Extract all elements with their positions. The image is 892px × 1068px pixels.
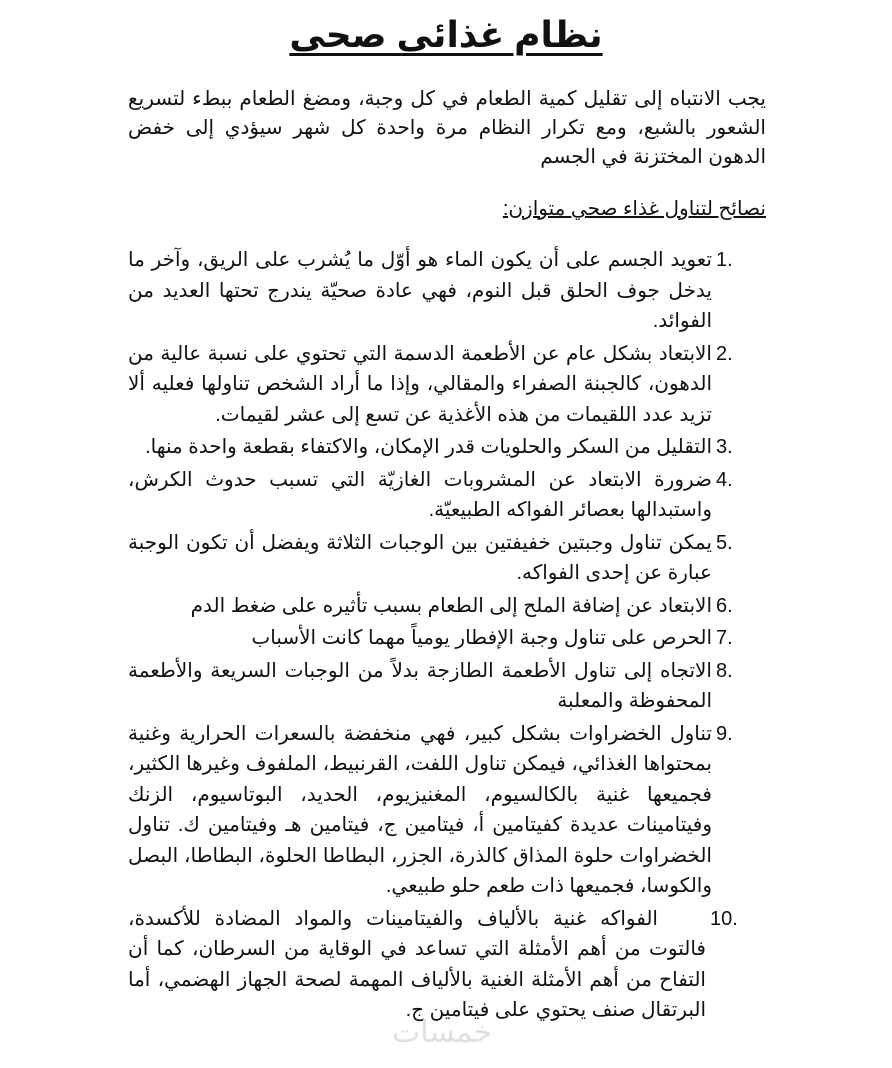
- tip-item-1: [128, 245, 746, 337]
- tip-text: تناول الخضراوات بشكل كبير، فهي منخفضة بالسعرات الحرارية وغنية بمحتواها الغذائي، فيمكن تناول اللفت، القرنبيط، الملفوف وغيرها الكثير، فجميعها غنية بالكالسيوم، المغنيزيوم، الحديد، البوتاسيوم، الزنك وفيتامينات عديدة كفيتامين أ، فيتامين ج، فيتامين هـ وفيتامين ك. تناول الخضراوات حلوة المذاق كالذرة، الجزر، البطاطا الحلوة، البطاطا، البصل والكوسا، فجميعها ذات طعم حلو طبيعي.: [128, 722, 712, 897]
- tip-number: 7.: [716, 627, 733, 649]
- tips-subheading: نصائح لتناول غذاء صحي متوازن:: [502, 198, 766, 220]
- watermark-logo: خمسات: [392, 1016, 493, 1049]
- tip-item-4: [128, 465, 746, 526]
- document-title: نظام غذائى صحى: [289, 14, 603, 55]
- tip-text: ضرورة الابتعاد عن المشروبات الغازيّة التي تسبب حدوث الكرش، واستبدالها بعصائر الفواكه الطبيعيّة.: [128, 468, 712, 521]
- tip-text: يمكن تناول وجبتين خفيفتين بين الوجبات الثلاثة ويفضل أن تكون الوجبة عبارة عن إحدى الفواكه.: [128, 531, 712, 584]
- tip-number: 5.: [716, 531, 733, 554]
- tip-number: 10.: [710, 907, 738, 930]
- tips-list: [128, 245, 746, 1028]
- tip-item-5: [128, 528, 746, 589]
- tip-number: 8.: [716, 659, 733, 682]
- tip-number: 2.: [716, 342, 733, 365]
- tip-number: 4.: [716, 468, 733, 491]
- tip-item-6: [128, 591, 746, 622]
- tip-text: الاتجاه إلى تناول الأطعمة الطازجة بدلاً من الوجبات السريعة والأطعمة المحفوظة والمعلبة: [128, 659, 712, 712]
- tip-item-7: [128, 623, 746, 654]
- tip-item-3: [128, 432, 746, 463]
- tip-text: الفواكه غنية بالألياف والفيتامينات والمواد المضادة للأكسدة، فالتوت من أهم الأمثلة التي تساعد في الوقاية من السرطان، كما أن التفاح من أهم الأمثلة الغنية بالألياف المهمة لصحة الجهاز الهضمي، أما البرتقال صنف يحتوي على فيتامين ج.: [128, 907, 706, 1021]
- tip-item-2: [128, 339, 746, 431]
- tip-text: تعويد الجسم على أن يكون الماء هو أوّل ما يُشرب على الريق، وآخر ما يدخل جوف الحلق قبل النوم، فهي عادة صحيّة يندرج تحتها العديد من الفوائد.: [128, 249, 712, 332]
- tip-item-8: [128, 656, 746, 717]
- tip-text: التقليل من السكر والحلويات قدر الإمكان، والاكتفاء بقطعة واحدة منها.: [145, 436, 712, 458]
- tip-text: الحرص على تناول وجبة الإفطار يومياً مهما كانت الأسباب: [251, 627, 712, 649]
- tip-number: 9.: [716, 722, 733, 745]
- tip-text: الابتعاد عن إضافة الملح إلى الطعام بسبب تأثيره على ضغط الدم: [190, 594, 712, 617]
- tip-number: 3.: [716, 436, 733, 458]
- tip-item-10: [128, 904, 746, 1026]
- tip-number: 1.: [716, 249, 733, 271]
- intro-paragraph: يجب الانتباه إلى تقليل كمية الطعام في كل وجبة، ومضغ الطعام ببطء لتسريع الشعور بالشبع، ومع تكرار النظام مرة واحدة كل شهر سيؤدي إلى خفض الدهون المختزنة في الجسم: [128, 88, 766, 168]
- tip-number: 6.: [716, 594, 733, 617]
- tip-text: الابتعاد بشكل عام عن الأطعمة الدسمة التي تحتوي على نسبة عالية من الدهون، كالجبنة الصفراء والمقالي، وإذا ما أراد الشخص تناولها فعليه ألا تزيد عدد اللقيمات من هذه الأغذية عن تسع إلى عشر لقيمات.: [128, 342, 712, 426]
- tip-item-9: [128, 719, 746, 902]
